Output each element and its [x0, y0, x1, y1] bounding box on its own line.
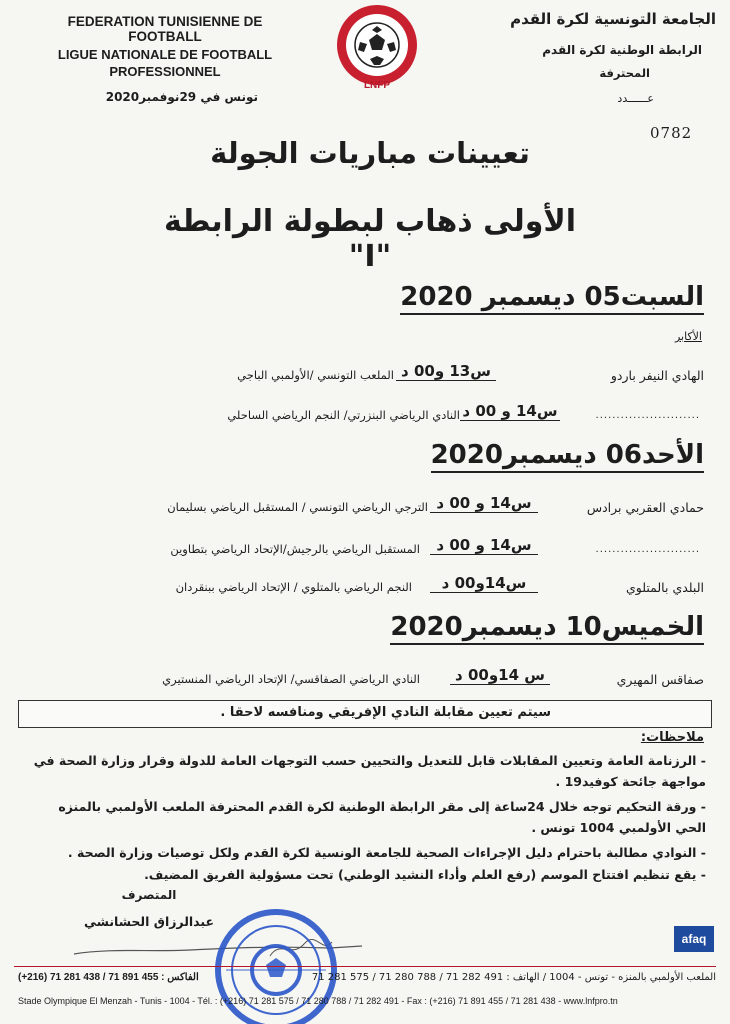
match-time: س14 و 00 د: [430, 494, 538, 513]
league-name-fr-line2: PROFESSIONNEL: [109, 64, 221, 79]
league-name-fr: [40, 46, 290, 80]
footer-address-ar: الملعب الأولمبي بالمنزه - تونس - 1004 / الهاتف : 491 282 71 / 788 280 71 / 575 281 71: [311, 972, 716, 983]
day-heading-2: الأحد06 ديسمبر2020: [431, 440, 704, 473]
footer-phone-numbers: (+216) 71 281 438 / 71 891 455 : الفاكس: [18, 972, 199, 983]
notice-text: سيتم تعيين مقابلة النادي الإفريقي ومنافسه لاحقا .: [220, 705, 551, 720]
match-teams: المستقبل الرياضي بالرجيش/الإتحاد الرياضي بتطاوين: [170, 542, 420, 556]
note-item: - الرزنامة العامة وتعيين المقابلات قابل للتعديل والتحيين حسب التوجهات العامة للدولة وقرار وزارة الصحة في مواجهة جائحة كوفيد19 .: [33, 753, 706, 789]
signatory-title: المتصرف: [121, 888, 177, 902]
document-date: تونس في 29نوفمبر2020: [105, 90, 258, 104]
lnfp-logo-icon: [334, 4, 420, 90]
referee-name: البلدي بالمتلوي: [626, 580, 704, 595]
official-seal-icon: [206, 904, 346, 1024]
referee-name: .........................: [595, 544, 700, 555]
match-time: س13 و00 د: [396, 362, 496, 381]
signatory-name: عبدالرزاق الحشانشي: [83, 914, 215, 929]
note-item: - يقع تنظيم افتتاح الموسم (رفع العلم وأداء النشيد الوطني) تحت مسؤولية الفريق المضيف.: [144, 867, 706, 882]
match-time: س14 و 00 د: [430, 536, 538, 555]
afaq-certification-badge: afaq: [674, 926, 714, 952]
reference-label: عــــــدد: [617, 92, 654, 105]
referee-name: .........................: [595, 410, 700, 421]
page-title-line2: الأولى ذهاب لبطولة الرابطة "I": [163, 204, 576, 274]
match-time: س 14و00 د: [450, 666, 550, 685]
category-subheading: الأكابر: [674, 330, 702, 343]
day-heading-1: السبت05 ديسمبر 2020: [400, 282, 704, 315]
federation-name-fr: FEDERATION TUNISIENNE DE FOOTBALL: [67, 14, 263, 44]
league-name-ar-line2: المحترفة: [599, 66, 650, 80]
match-teams: الملعب التونسي /الأولمبي الباجي: [237, 368, 394, 382]
notice-box: [18, 700, 712, 728]
match-teams: الترجي الرياضي التونسي / المستقبل الرياضي بسليمان: [167, 500, 428, 514]
page-title-line1: تعيينات مباريات الجولة: [210, 136, 530, 170]
match-time: س14 و 00 د: [460, 402, 560, 421]
referee-name: حمادي العقربي برادس: [586, 500, 704, 515]
notes-heading: ملاحظات:: [640, 730, 704, 745]
match-teams: النجم الرياضي بالمتلوي / الإتحاد الرياضي ببنقردان: [175, 580, 412, 594]
referee-name: الهادي النيفر باردو: [610, 368, 704, 383]
referee-name: صفاقس المهيري: [616, 672, 704, 687]
note-item: - ورقة التحكيم توجه خلال 24ساعة إلى مقر الرابطة الوطنية لكرة القدم المحترفة الملعب الأولمبي بالمنزه الحي الأولمبي 1004 تونس .: [58, 799, 706, 835]
reference-number: 0782: [650, 124, 693, 142]
day-heading-3: الخميس10 ديسمبر2020: [390, 612, 704, 645]
league-name-ar: الرابطة الوطنية لكرة القدم: [542, 43, 702, 57]
federation-name-ar: الجامعة التونسية لكرة القدم: [510, 10, 716, 28]
match-teams: النادي الرياضي الصفاقسي/ الإتحاد الرياضي المنستيري: [162, 672, 420, 686]
match-time: س14و00 د: [430, 574, 538, 593]
league-name-fr-line1: LIGUE NATIONALE DE FOOTBALL: [57, 47, 273, 62]
footer-divider: [14, 966, 716, 967]
note-item: - النوادي مطالبة باحترام دليل الإجراءات الصحية للجامعة الونسية لكرة القدم ولكل توصيات وزارة الصحة .: [67, 845, 706, 860]
footer-address-fr: Stade Olympique El Menzah - Tunis - 1004 - Tél. : (+216) 71 281 575 / 71 280 788 / 71 282 491 - Fax : (+216) 71 891 455 / 71 281 438 - www.lnfpro.tn: [18, 996, 618, 1006]
logo-caption: LNFP: [363, 80, 391, 91]
match-teams: النادي الرياضي البنزرتي/ النجم الرياضي الساحلي: [227, 408, 460, 422]
